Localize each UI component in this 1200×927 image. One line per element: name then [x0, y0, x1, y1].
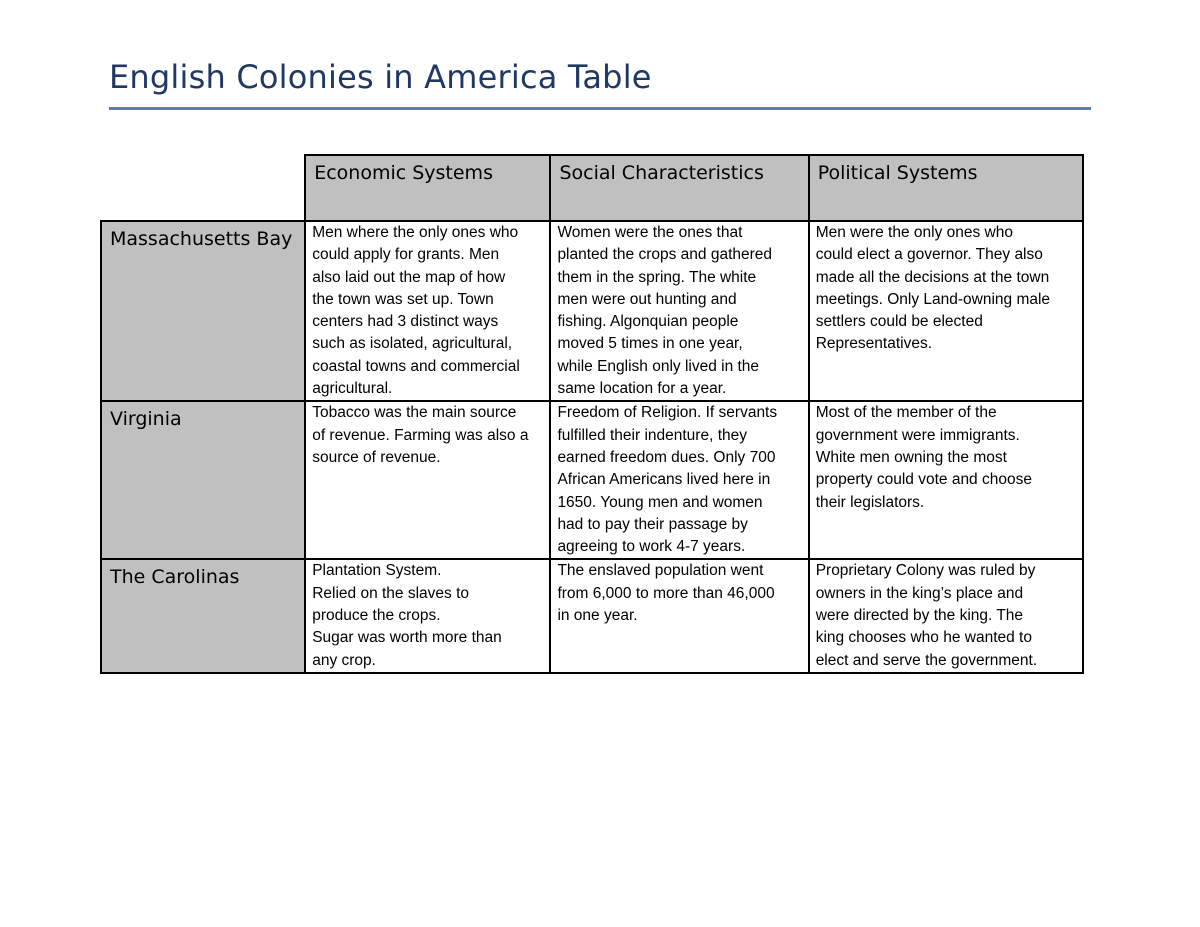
cell-text-line: fulfilled their indenture, they: [557, 426, 747, 444]
cell-text-line: coastal towns and commercial: [312, 357, 520, 375]
cell-text-line: Freedom of Religion. If servants: [557, 404, 778, 422]
column-header-political: Political Systems: [809, 155, 1083, 221]
cell-text-line: government were immigrants.: [815, 426, 1020, 444]
cell-text-line: them in the spring. The white: [557, 268, 757, 286]
cell-social: [550, 559, 808, 672]
cell-text-line: moved 5 times in one year,: [557, 335, 743, 353]
cell-text-line: centers had 3 distinct ways: [312, 313, 499, 331]
table-corner-cell: [101, 155, 305, 221]
cell-text-line: owners in the king’s place and: [815, 584, 1024, 602]
cell-text-line: African Americans lived here in: [557, 471, 771, 489]
cell-text-line: The enslaved population went: [557, 562, 764, 580]
page-title: English Colonies in America Table: [109, 58, 652, 96]
cell-text-line: earned freedom dues. Only 700: [557, 448, 776, 466]
cell-social: [550, 221, 808, 401]
cell-text-line: source of revenue.: [312, 448, 441, 466]
cell-text-line: of revenue. Farming was also a: [312, 426, 529, 444]
cell-text-line: such as isolated, agricultural,: [312, 335, 513, 353]
cell-text-line: White men owning the most: [815, 448, 1007, 466]
cell-text-line: Plantation System.: [312, 562, 442, 580]
cell-text-line: same location for a year.: [557, 380, 727, 398]
cell-text-line: were directed by the king. The: [815, 607, 1024, 625]
cell-text-line: Representatives.: [815, 335, 932, 353]
cell-economic: [305, 401, 550, 559]
row-header-colony: The Carolinas: [101, 559, 305, 672]
cell-text-line: elect and serve the government.: [815, 651, 1038, 669]
cell-text-line: men were out hunting and: [557, 290, 737, 308]
cell-text-line: Sugar was worth more than: [312, 629, 502, 647]
row-header-colony: Virginia: [101, 401, 305, 559]
cell-text-line: settlers could be elected: [815, 313, 983, 331]
cell-text-line: agreeing to work 4-7 years.: [557, 538, 746, 556]
cell-social: [550, 401, 808, 559]
cell-text-line: also laid out the map of how: [312, 268, 506, 286]
cell-text-line: in one year.: [557, 607, 638, 625]
cell-text-line: fishing. Algonquian people: [557, 313, 739, 331]
cell-text-line: Women were the ones that: [557, 224, 743, 241]
cell-text-line: Most of the member of the: [815, 404, 997, 422]
table-row: [101, 559, 1083, 672]
cell-text-line: while English only lived in the: [557, 357, 760, 375]
cell-text-line: meetings. Only Land-owning male: [815, 290, 1051, 308]
table-row: [101, 221, 1083, 401]
cell-text-line: Tobacco was the main source: [312, 404, 517, 422]
title-underline: [109, 107, 1091, 110]
cell-text-line: any crop.: [312, 651, 376, 669]
cell-text-line: could elect a governor. They also: [815, 246, 1043, 264]
cell-text-line: Relied on the slaves to: [312, 584, 470, 602]
cell-text-line: produce the crops.: [312, 607, 441, 625]
table-row: [101, 401, 1083, 559]
cell-economic: [305, 221, 550, 401]
cell-text-line: from 6,000 to more than 46,000: [557, 584, 775, 602]
cell-text-line: could apply for grants. Men: [312, 246, 500, 264]
cell-text-line: their legislators.: [815, 493, 925, 511]
column-header-economic: Economic Systems: [305, 155, 550, 221]
cell-political: [809, 401, 1083, 559]
cell-text-line: made all the decisions at the town: [815, 268, 1050, 286]
colonies-table: [100, 154, 1084, 674]
cell-text-line: agricultural.: [312, 380, 393, 398]
cell-political: [809, 221, 1083, 401]
cell-text-line: Proprietary Colony was ruled by: [815, 562, 1036, 580]
cell-political: [809, 559, 1083, 672]
cell-text-line: planted the crops and gathered: [557, 246, 773, 264]
cell-economic: [305, 559, 550, 672]
cell-text-line: king chooses who he wanted to: [815, 629, 1032, 647]
cell-text-line: 1650. Young men and women: [557, 493, 763, 511]
cell-text-line: Men where the only ones who: [312, 224, 519, 241]
cell-text-line: had to pay their passage by: [557, 515, 748, 533]
table-header-row: [101, 155, 1083, 221]
cell-text-line: Men were the only ones who: [815, 224, 1013, 241]
row-header-colony: Massachusetts Bay: [101, 221, 305, 401]
column-header-social: Social Characteristics: [550, 155, 808, 221]
cell-text-line: the town was set up. Town: [312, 290, 494, 308]
cell-text-line: property could vote and choose: [815, 471, 1032, 489]
